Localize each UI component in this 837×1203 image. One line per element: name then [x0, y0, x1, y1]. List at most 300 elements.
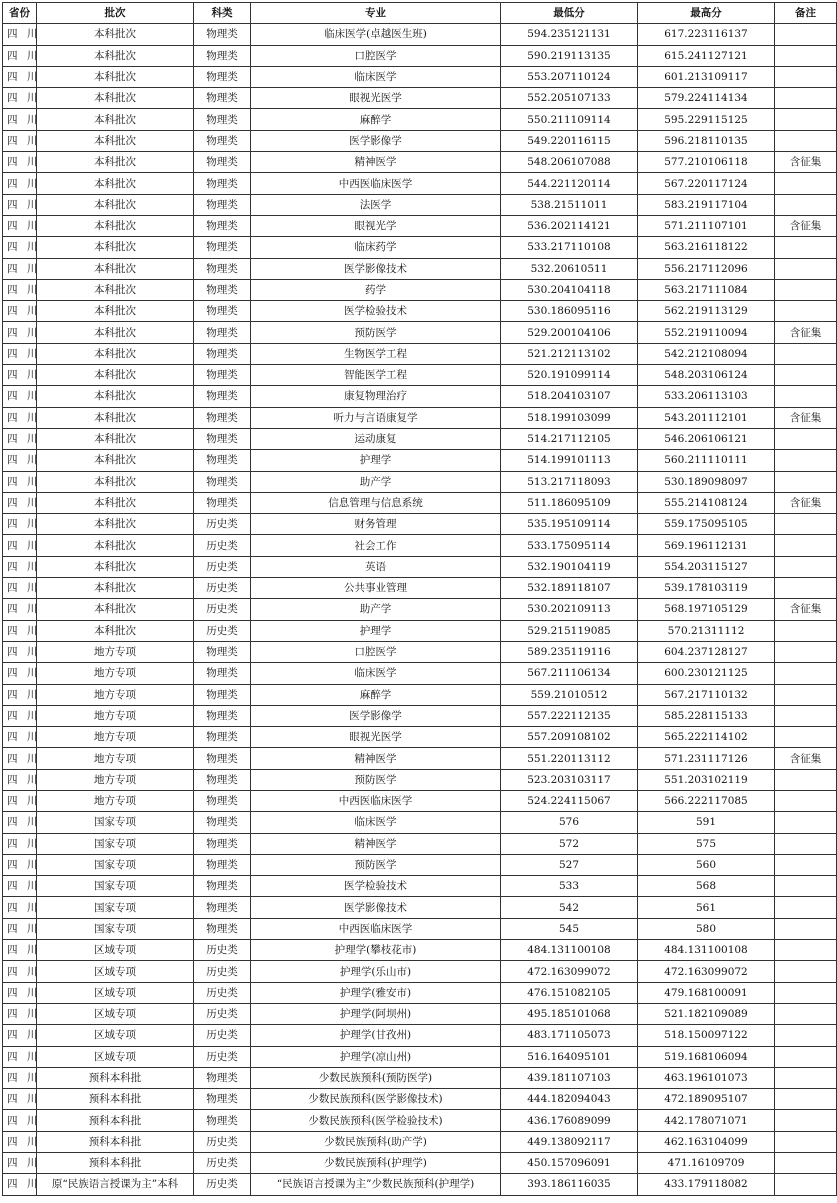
major-cell: 护理学(乐山市): [251, 961, 501, 982]
province-cell: 四 川: [3, 790, 37, 811]
subject-category-cell: 物理类: [194, 152, 251, 173]
max-score-cell: 568.197105129: [638, 599, 775, 620]
min-score-cell: 393.186116035: [501, 1174, 638, 1195]
batch-cell: 区域专项: [37, 961, 194, 982]
max-score-cell: 583.219117104: [638, 194, 775, 215]
province-cell: 四 川: [3, 66, 37, 87]
min-score-cell: 529.215119085: [501, 620, 638, 641]
province-cell: 四 川: [3, 918, 37, 939]
min-score-cell: 514.217112105: [501, 428, 638, 449]
note-cell: [775, 194, 837, 215]
max-score-cell: 569.196112131: [638, 535, 775, 556]
major-cell: 眼视光医学: [251, 727, 501, 748]
note-cell: [775, 279, 837, 300]
note-cell: [775, 727, 837, 748]
table-row: [3, 663, 837, 684]
note-cell: 含征集: [775, 748, 837, 769]
max-score-cell: 580: [638, 918, 775, 939]
max-score-cell: 463.196101073: [638, 1067, 775, 1088]
batch-cell: 本科批次: [37, 365, 194, 386]
note-cell: [775, 237, 837, 258]
note-cell: 含征集: [775, 599, 837, 620]
min-score-cell: 559.21010512: [501, 684, 638, 705]
batch-cell: 本科批次: [37, 130, 194, 151]
table-row: [3, 556, 837, 577]
table-row: [3, 152, 837, 173]
major-cell: 临床药学: [251, 237, 501, 258]
subject-category-cell: 物理类: [194, 1089, 251, 1110]
major-cell: 护理学(阿坝州): [251, 1003, 501, 1024]
subject-category-cell: 物理类: [194, 322, 251, 343]
subject-category-cell: 物理类: [194, 854, 251, 875]
province-cell: 四 川: [3, 620, 37, 641]
table-row: [3, 833, 837, 854]
max-score-cell: 533.206113103: [638, 386, 775, 407]
batch-cell: 区域专项: [37, 1003, 194, 1024]
batch-cell: 原“民族语言授课为主”本科: [37, 1174, 194, 1195]
subject-category-cell: 历史类: [194, 1025, 251, 1046]
province-cell: 四 川: [3, 663, 37, 684]
min-score-cell: 518.204103107: [501, 386, 638, 407]
province-cell: 四 川: [3, 428, 37, 449]
province-cell: 四 川: [3, 173, 37, 194]
table-row: [3, 876, 837, 897]
table-row: [3, 684, 837, 705]
max-score-cell: 543.201112101: [638, 407, 775, 428]
major-cell: 护理学: [251, 450, 501, 471]
province-cell: 四 川: [3, 407, 37, 428]
min-score-cell: 530.204104118: [501, 279, 638, 300]
note-cell: [775, 173, 837, 194]
max-score-cell: 554.203115127: [638, 556, 775, 577]
table-row: [3, 1025, 837, 1046]
subject-category-cell: 物理类: [194, 215, 251, 236]
max-score-cell: 518.150097122: [638, 1025, 775, 1046]
admission-score-table: [2, 2, 837, 1196]
min-score-cell: 557.209108102: [501, 727, 638, 748]
batch-cell: 国家专项: [37, 854, 194, 875]
subject-category-cell: 物理类: [194, 109, 251, 130]
note-cell: [775, 769, 837, 790]
max-score-cell: 539.178103119: [638, 578, 775, 599]
province-cell: 四 川: [3, 1110, 37, 1131]
max-score-cell: 542.212108094: [638, 343, 775, 364]
subject-category-cell: 物理类: [194, 812, 251, 833]
province-cell: 四 川: [3, 1003, 37, 1024]
major-cell: 少数民族预科(医学影像技术): [251, 1089, 501, 1110]
subject-category-cell: 物理类: [194, 237, 251, 258]
batch-cell: 地方专项: [37, 790, 194, 811]
batch-cell: 地方专项: [37, 684, 194, 705]
min-score-cell: 572: [501, 833, 638, 854]
table-row: [3, 1046, 837, 1067]
min-score-cell: 524.224115067: [501, 790, 638, 811]
table-row: [3, 88, 837, 109]
min-score-cell: 472.163099072: [501, 961, 638, 982]
major-cell: 中西医临床医学: [251, 790, 501, 811]
min-score-cell: 483.171105073: [501, 1025, 638, 1046]
major-cell: 精神医学: [251, 152, 501, 173]
major-cell: 麻醉学: [251, 109, 501, 130]
subject-category-cell: 历史类: [194, 1174, 251, 1195]
major-cell: 预防医学: [251, 322, 501, 343]
subject-category-cell: 物理类: [194, 769, 251, 790]
min-score-cell: 530.186095116: [501, 301, 638, 322]
table-row: [3, 322, 837, 343]
major-cell: 公共事业管理: [251, 578, 501, 599]
subject-category-cell: 物理类: [194, 301, 251, 322]
major-cell: 口腔医学: [251, 641, 501, 662]
table-row: [3, 641, 837, 662]
table-row: [3, 492, 837, 513]
note-cell: [775, 45, 837, 66]
note-cell: [775, 812, 837, 833]
table-row: [3, 1131, 837, 1152]
note-cell: [775, 1153, 837, 1174]
batch-cell: 本科批次: [37, 450, 194, 471]
batch-cell: 本科批次: [37, 578, 194, 599]
subject-category-cell: 历史类: [194, 535, 251, 556]
table-row: [3, 535, 837, 556]
table-row: [3, 748, 837, 769]
province-cell: 四 川: [3, 812, 37, 833]
max-score-cell: 615.241127121: [638, 45, 775, 66]
max-score-cell: 567.217110132: [638, 684, 775, 705]
major-cell: 少数民族预科(助产学): [251, 1131, 501, 1152]
subject-category-cell: 物理类: [194, 705, 251, 726]
major-cell: 中西医临床医学: [251, 918, 501, 939]
max-score-cell: 595.229115125: [638, 109, 775, 130]
table-row: [3, 194, 837, 215]
min-score-cell: 521.212113102: [501, 343, 638, 364]
batch-cell: 本科批次: [37, 109, 194, 130]
max-score-cell: 566.222117085: [638, 790, 775, 811]
note-cell: [775, 940, 837, 961]
province-cell: 四 川: [3, 705, 37, 726]
min-score-cell: 523.203103117: [501, 769, 638, 790]
subject-category-cell: 历史类: [194, 1153, 251, 1174]
min-score-cell: 484.131100108: [501, 940, 638, 961]
table-row: [3, 705, 837, 726]
max-score-cell: 575: [638, 833, 775, 854]
subject-category-cell: 物理类: [194, 130, 251, 151]
batch-cell: 国家专项: [37, 833, 194, 854]
min-score-cell: 533.217110108: [501, 237, 638, 258]
major-cell: 护理学(攀枝花市): [251, 940, 501, 961]
max-score-cell: 561: [638, 897, 775, 918]
major-cell: 少数民族预科(护理学): [251, 1153, 501, 1174]
province-cell: 四 川: [3, 514, 37, 535]
major-cell: 医学影像学: [251, 705, 501, 726]
subject-category-cell: 物理类: [194, 1110, 251, 1131]
major-cell: 少数民族预科(医学检验技术): [251, 1110, 501, 1131]
min-score-cell: 545: [501, 918, 638, 939]
table-row: [3, 66, 837, 87]
min-score-cell: 551.220113112: [501, 748, 638, 769]
batch-cell: 本科批次: [37, 279, 194, 300]
table-row: [3, 1089, 837, 1110]
max-score-cell: 617.223116137: [638, 24, 775, 45]
min-score-cell: 532.189118107: [501, 578, 638, 599]
province-cell: 四 川: [3, 1153, 37, 1174]
major-cell: 听力与言语康复学: [251, 407, 501, 428]
province-cell: 四 川: [3, 194, 37, 215]
batch-cell: 本科批次: [37, 194, 194, 215]
major-cell: 眼视光医学: [251, 88, 501, 109]
batch-cell: 本科批次: [37, 556, 194, 577]
batch-cell: 国家专项: [37, 897, 194, 918]
min-score-cell: 550.211109114: [501, 109, 638, 130]
major-cell: 运动康复: [251, 428, 501, 449]
province-cell: 四 川: [3, 748, 37, 769]
batch-cell: 地方专项: [37, 748, 194, 769]
header-province: 省份: [3, 3, 37, 24]
province-cell: 四 川: [3, 1025, 37, 1046]
batch-cell: 区域专项: [37, 1025, 194, 1046]
note-cell: [775, 982, 837, 1003]
max-score-cell: 563.216118122: [638, 237, 775, 258]
table-row: [3, 1110, 837, 1131]
note-cell: [775, 428, 837, 449]
note-cell: [775, 833, 837, 854]
batch-cell: 本科批次: [37, 215, 194, 236]
table-row: [3, 1174, 837, 1195]
batch-cell: 预科本科批: [37, 1067, 194, 1088]
note-cell: [775, 343, 837, 364]
major-cell: 英语: [251, 556, 501, 577]
subject-category-cell: 物理类: [194, 684, 251, 705]
subject-category-cell: 历史类: [194, 940, 251, 961]
min-score-cell: 557.222112135: [501, 705, 638, 726]
batch-cell: 地方专项: [37, 641, 194, 662]
max-score-cell: 472.189095107: [638, 1089, 775, 1110]
table-row: [3, 343, 837, 364]
note-cell: [775, 471, 837, 492]
note-cell: [775, 705, 837, 726]
subject-category-cell: 物理类: [194, 258, 251, 279]
note-cell: [775, 854, 837, 875]
major-cell: 医学检验技术: [251, 876, 501, 897]
max-score-cell: 563.217111084: [638, 279, 775, 300]
note-cell: [775, 130, 837, 151]
note-cell: [775, 620, 837, 641]
table-row: [3, 1003, 837, 1024]
batch-cell: 国家专项: [37, 918, 194, 939]
max-score-cell: 565.222114102: [638, 727, 775, 748]
header-max-score: 最高分: [638, 3, 775, 24]
province-cell: 四 川: [3, 24, 37, 45]
max-score-cell: 521.182109089: [638, 1003, 775, 1024]
subject-category-cell: 物理类: [194, 343, 251, 364]
note-cell: 含征集: [775, 215, 837, 236]
note-cell: [775, 876, 837, 897]
table-row: [3, 790, 837, 811]
province-cell: 四 川: [3, 1067, 37, 1088]
major-cell: 口腔医学: [251, 45, 501, 66]
header-batch: 批次: [37, 3, 194, 24]
subject-category-cell: 物理类: [194, 66, 251, 87]
max-score-cell: 442.178071071: [638, 1110, 775, 1131]
subject-category-cell: 物理类: [194, 173, 251, 194]
note-cell: [775, 684, 837, 705]
max-score-cell: 519.168106094: [638, 1046, 775, 1067]
table-row: [3, 237, 837, 258]
subject-category-cell: 历史类: [194, 599, 251, 620]
major-cell: 医学检验技术: [251, 301, 501, 322]
major-cell: 助产学: [251, 599, 501, 620]
batch-cell: 本科批次: [37, 343, 194, 364]
subject-category-cell: 物理类: [194, 88, 251, 109]
major-cell: 智能医学工程: [251, 365, 501, 386]
major-cell: 药学: [251, 279, 501, 300]
major-cell: 助产学: [251, 471, 501, 492]
min-score-cell: 536.202114121: [501, 215, 638, 236]
table-row: [3, 620, 837, 641]
table-row: [3, 407, 837, 428]
batch-cell: 本科批次: [37, 322, 194, 343]
major-cell: 预防医学: [251, 769, 501, 790]
note-cell: [775, 450, 837, 471]
batch-cell: 区域专项: [37, 982, 194, 1003]
subject-category-cell: 物理类: [194, 194, 251, 215]
subject-category-cell: 物理类: [194, 1067, 251, 1088]
max-score-cell: 530.189098097: [638, 471, 775, 492]
table-row: [3, 45, 837, 66]
major-cell: “民族语言授课为主”少数民族预科(护理学): [251, 1174, 501, 1195]
note-cell: [775, 301, 837, 322]
table-row: [3, 450, 837, 471]
note-cell: [775, 386, 837, 407]
province-cell: 四 川: [3, 492, 37, 513]
note-cell: [775, 1046, 837, 1067]
table-row: [3, 215, 837, 236]
batch-cell: 本科批次: [37, 301, 194, 322]
max-score-cell: 472.163099072: [638, 961, 775, 982]
major-cell: 护理学(雅安市): [251, 982, 501, 1003]
min-score-cell: 553.207110124: [501, 66, 638, 87]
province-cell: 四 川: [3, 940, 37, 961]
max-score-cell: 479.168100091: [638, 982, 775, 1003]
table-row: [3, 961, 837, 982]
note-cell: 含征集: [775, 152, 837, 173]
min-score-cell: 567.211106134: [501, 663, 638, 684]
province-cell: 四 川: [3, 365, 37, 386]
subject-category-cell: 历史类: [194, 1003, 251, 1024]
major-cell: 康复物理治疗: [251, 386, 501, 407]
note-cell: [775, 514, 837, 535]
province-cell: 四 川: [3, 769, 37, 790]
max-score-cell: 596.218110135: [638, 130, 775, 151]
province-cell: 四 川: [3, 727, 37, 748]
min-score-cell: 538.21511011: [501, 194, 638, 215]
batch-cell: 本科批次: [37, 514, 194, 535]
max-score-cell: 462.163104099: [638, 1131, 775, 1152]
subject-category-cell: 历史类: [194, 556, 251, 577]
note-cell: 含征集: [775, 407, 837, 428]
province-cell: 四 川: [3, 876, 37, 897]
min-score-cell: 476.151082105: [501, 982, 638, 1003]
subject-category-cell: 物理类: [194, 428, 251, 449]
max-score-cell: 571.211107101: [638, 215, 775, 236]
province-cell: 四 川: [3, 450, 37, 471]
table-row: [3, 918, 837, 939]
header-subject-category: 科类: [194, 3, 251, 24]
province-cell: 四 川: [3, 641, 37, 662]
max-score-cell: 484.131100108: [638, 940, 775, 961]
table-row: [3, 812, 837, 833]
table-row: [3, 578, 837, 599]
subject-category-cell: 物理类: [194, 407, 251, 428]
batch-cell: 本科批次: [37, 620, 194, 641]
batch-cell: 本科批次: [37, 237, 194, 258]
batch-cell: 地方专项: [37, 769, 194, 790]
max-score-cell: 600.230121125: [638, 663, 775, 684]
batch-cell: 地方专项: [37, 705, 194, 726]
max-score-cell: 591: [638, 812, 775, 833]
batch-cell: 区域专项: [37, 940, 194, 961]
subject-category-cell: 物理类: [194, 790, 251, 811]
province-cell: 四 川: [3, 684, 37, 705]
major-cell: 少数民族预科(预防医学): [251, 1067, 501, 1088]
note-cell: [775, 897, 837, 918]
table-row: [3, 386, 837, 407]
max-score-cell: 551.203102119: [638, 769, 775, 790]
batch-cell: 区域专项: [37, 1046, 194, 1067]
min-score-cell: 589.235119116: [501, 641, 638, 662]
table-row: [3, 279, 837, 300]
note-cell: [775, 556, 837, 577]
table-row: [3, 173, 837, 194]
batch-cell: 国家专项: [37, 812, 194, 833]
note-cell: [775, 535, 837, 556]
table-row: [3, 428, 837, 449]
min-score-cell: 548.206107088: [501, 152, 638, 173]
note-cell: [775, 663, 837, 684]
subject-category-cell: 物理类: [194, 24, 251, 45]
table-row: [3, 727, 837, 748]
note-cell: [775, 1110, 837, 1131]
batch-cell: 本科批次: [37, 492, 194, 513]
major-cell: 眼视光学: [251, 215, 501, 236]
province-cell: 四 川: [3, 833, 37, 854]
major-cell: 预防医学: [251, 854, 501, 875]
max-score-cell: 604.237128127: [638, 641, 775, 662]
header-major: 专业: [251, 3, 501, 24]
province-cell: 四 川: [3, 343, 37, 364]
batch-cell: 本科批次: [37, 535, 194, 556]
max-score-cell: 601.213109117: [638, 66, 775, 87]
max-score-cell: 556.217112096: [638, 258, 775, 279]
table-row: [3, 514, 837, 535]
note-cell: [775, 1025, 837, 1046]
table-row: [3, 301, 837, 322]
batch-cell: 本科批次: [37, 258, 194, 279]
major-cell: 护理学(凉山州): [251, 1046, 501, 1067]
subject-category-cell: 物理类: [194, 279, 251, 300]
province-cell: 四 川: [3, 535, 37, 556]
min-score-cell: 533.175095114: [501, 535, 638, 556]
subject-category-cell: 物理类: [194, 471, 251, 492]
table-row: [3, 769, 837, 790]
note-cell: [775, 1067, 837, 1088]
major-cell: 中西医临床医学: [251, 173, 501, 194]
note-cell: [775, 578, 837, 599]
max-score-cell: 548.203106124: [638, 365, 775, 386]
major-cell: 临床医学: [251, 66, 501, 87]
min-score-cell: 530.202109113: [501, 599, 638, 620]
max-score-cell: 471.16109709: [638, 1153, 775, 1174]
max-score-cell: 552.219110094: [638, 322, 775, 343]
